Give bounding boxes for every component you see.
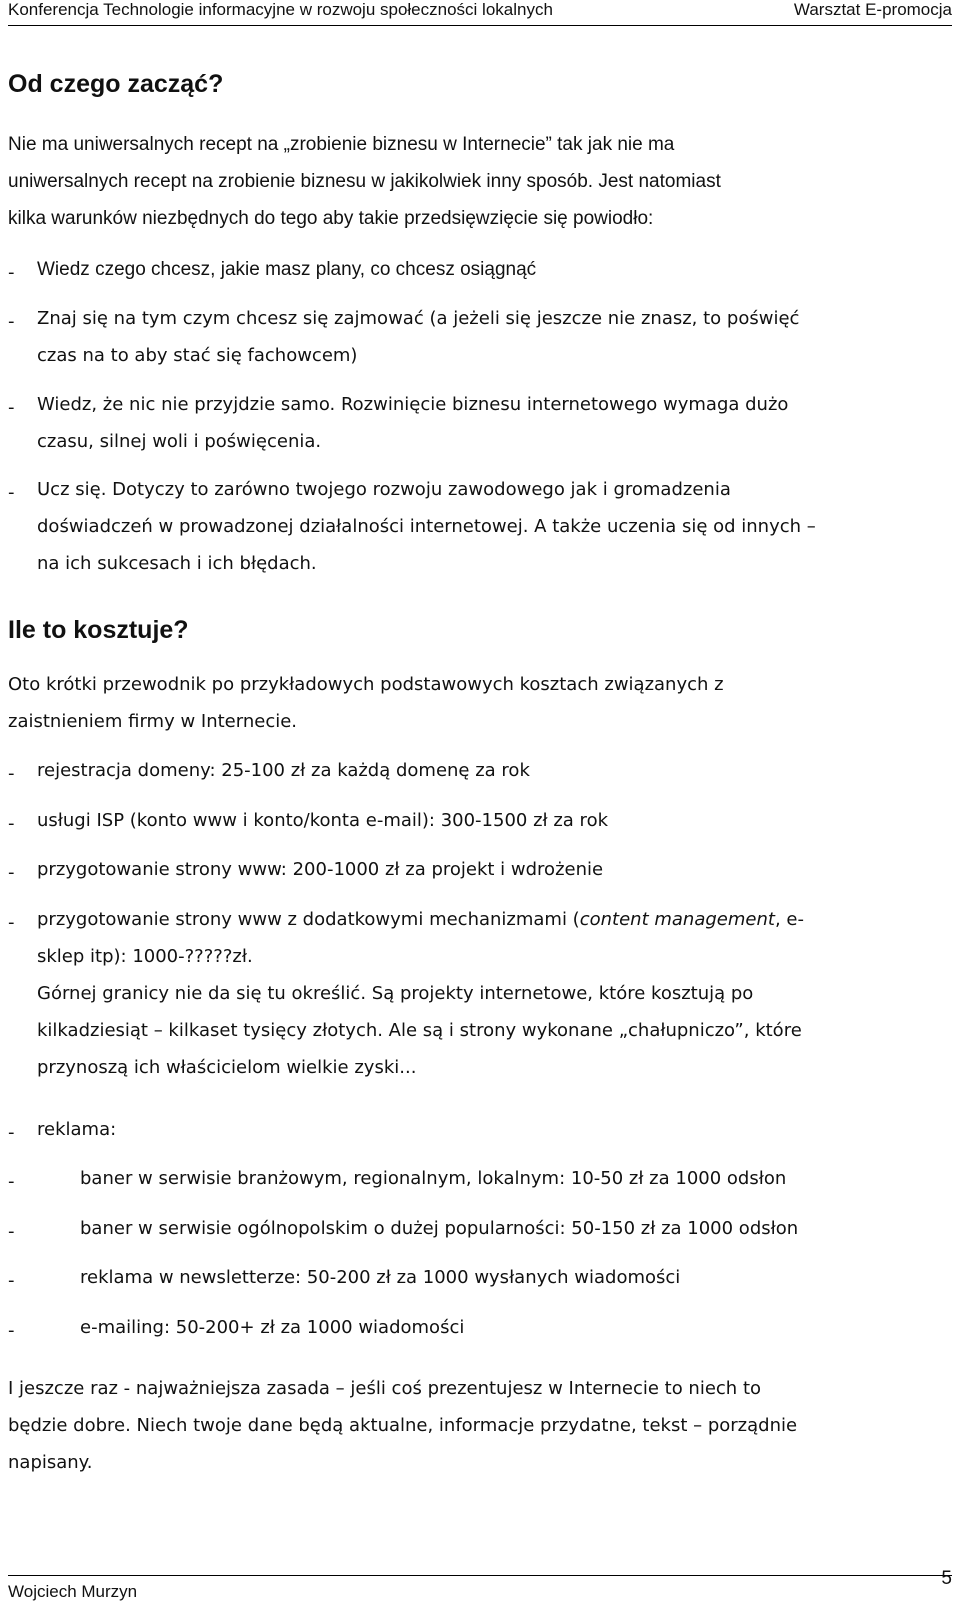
text-line: reklama: [37, 1119, 117, 1140]
list-item [37, 251, 536, 288]
list-dash: - [8, 397, 15, 418]
text-line: sklep itp): 1000-?????zł. [37, 946, 253, 967]
text-line: rejestracja domeny: 25-100 zł za każdą domenę za rok [37, 760, 530, 781]
text-line: napisany. [8, 1452, 93, 1473]
ads-label [37, 1111, 116, 1148]
cost-item [37, 802, 608, 839]
text-line: Oto krótki przewodnik po przykładowych podstawowych kosztach związanych z [8, 674, 724, 695]
list-dash: - [8, 763, 15, 784]
heading-od-czego-zaczac: Od czego zacząć? [8, 70, 224, 98]
list-dash: - [8, 262, 15, 283]
text-line: zaistnieniem firmy w Internecie. [8, 711, 298, 732]
text-line: przygotowanie strony www: 200-1000 zł za projekt i wdrożenie [37, 859, 604, 880]
closing-paragraph [8, 1370, 797, 1481]
text-line: e-mailing: 50-200+ zł za 1000 wiadomości [80, 1317, 465, 1338]
page-number: 5 [941, 1568, 952, 1589]
section1-intro [8, 126, 721, 237]
text-line: kilkadziesiąt – kilkaset tysięcy złotych. Ale są i strony wykonane „chałupniczo”, które [37, 1020, 802, 1041]
cms-text-after: , e- [774, 909, 804, 930]
list-item [37, 386, 788, 460]
list-dash: - [8, 1320, 15, 1341]
list-dash: - [8, 912, 15, 933]
text-line: usługi ISP (konto www i konto/konta e-mail): 300-1500 zł za rok [37, 810, 608, 831]
list-dash: - [8, 1221, 15, 1242]
text-line: na ich sukcesach i ich błędach. [37, 553, 317, 574]
text-line: Ucz się. Dotyczy to zarówno twojego rozwoju zawodowego jak i gromadzenia [37, 479, 731, 500]
cost-item [37, 851, 603, 888]
cost-item [37, 752, 530, 789]
list-dash: - [8, 1122, 15, 1143]
list-dash: - [8, 862, 15, 883]
heading-ile-to-kosztuje: Ile to kosztuje? [8, 616, 189, 644]
list-item [37, 300, 799, 374]
ad-item [80, 1210, 798, 1247]
text-line: Wiedz, że nic nie przyjdzie samo. Rozwinięcie biznesu internetowego wymaga dużo [37, 394, 789, 415]
text-line: reklama w newsletterze: 50-200 zł za 1000 wysłanych wiadomości [80, 1267, 681, 1288]
ad-item [80, 1259, 680, 1296]
text-line: Wiedz czego chcesz, jakie masz plany, co chcesz osiągnąć [37, 259, 537, 280]
text-line [37, 901, 804, 938]
list-item [37, 471, 816, 582]
footer-author: Wojciech Murzyn [8, 1582, 138, 1601]
text-line: kilka warunków niezbędnych do tego aby takie przedsięwzięcie się powiodło: [8, 208, 654, 229]
text-line: baner w serwisie ogólnopolskim o dużej popularności: 50-150 zł za 1000 odsłon [80, 1218, 799, 1239]
text-line: czasu, silnej woli i poświęcenia. [37, 431, 322, 452]
text-line: doświadczeń w prowadzonej działalności internetowej. A także uczenia się od innych – [37, 516, 816, 537]
list-dash: - [8, 1270, 15, 1291]
text-line: I jeszcze raz - najważniejsza zasada – jeśli coś prezentujesz w Internecie to niech to [8, 1378, 762, 1399]
text-line: uniwersalnych recept na zrobienie biznesu w jakikolwiek inny sposób. Jest natomiast [8, 171, 721, 192]
text-line: baner w serwisie branżowym, regionalnym, lokalnym: 10-50 zł za 1000 odsłon [80, 1168, 787, 1189]
text-line: czas na to aby stać się fachowcem) [37, 345, 358, 366]
list-dash: - [8, 482, 15, 503]
text-line: Znaj się na tym czym chcesz się zajmować (a jeżeli się jeszcze nie znasz, to poświęć [37, 308, 800, 329]
text-line: przynoszą ich właścicielom wielkie zyski... [37, 1057, 417, 1078]
text-line: Nie ma uniwersalnych recept na „zrobienie biznesu w Internecie” tak jak nie ma [8, 134, 675, 155]
cms-emphasis: content management [579, 909, 775, 930]
header-conference-title: Konferencja Technologie informacyjne w rozwoju społeczności lokalnych [8, 0, 553, 19]
ad-item [80, 1160, 786, 1197]
list-dash: - [8, 1171, 15, 1192]
text-line: Górnej granicy nie da się tu określić. Są projekty internetowe, które kosztują po [37, 983, 754, 1004]
running-footer [8, 1568, 952, 1608]
cost-item-cms [37, 901, 804, 1086]
list-dash: - [8, 813, 15, 834]
running-header [8, 0, 952, 26]
cms-text-before: przygotowanie strony www z dodatkowymi mechanizmami ( [37, 909, 580, 930]
section2-intro [8, 666, 724, 740]
ad-item [80, 1309, 464, 1346]
header-workshop-title: Warsztat E-promocja [793, 0, 952, 19]
list-dash: - [8, 311, 15, 332]
text-line: będzie dobre. Niech twoje dane będą aktualne, informacje przydatne, tekst – porządnie [8, 1415, 798, 1436]
